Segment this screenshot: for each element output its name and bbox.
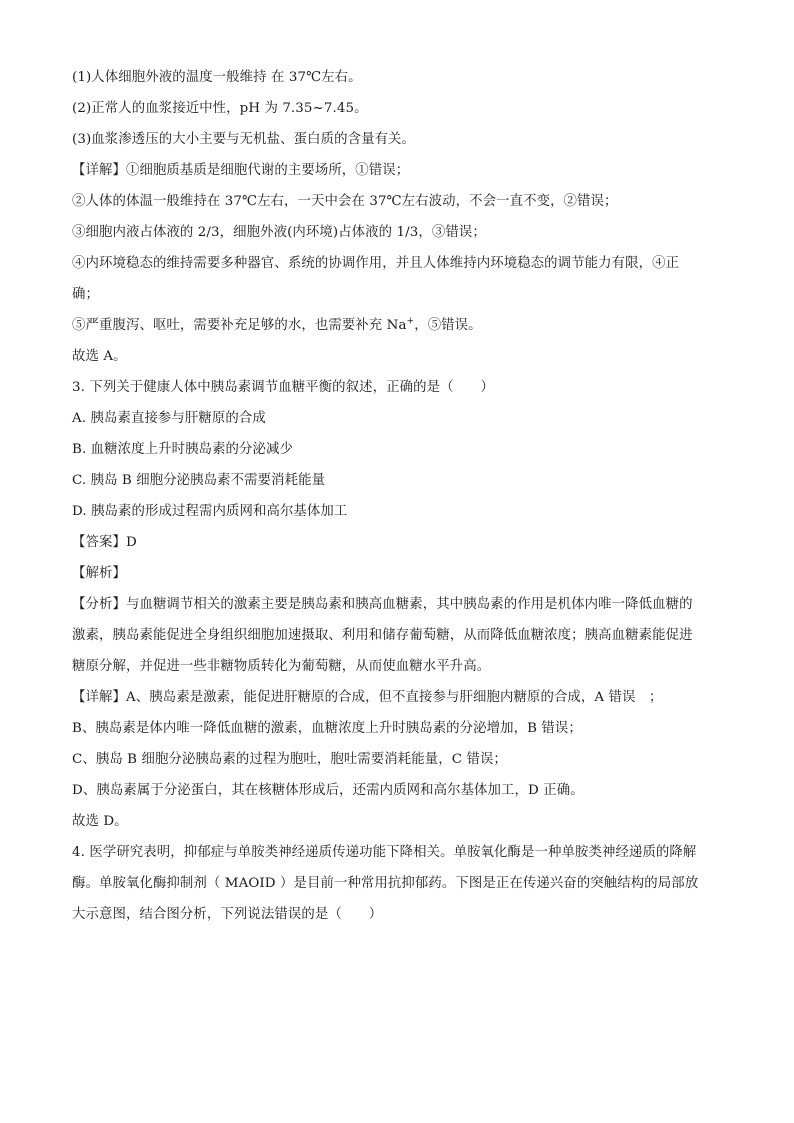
detail-line-c: C、胰岛 B 细胞分泌胰岛素的过程为胞吐，胞吐需要消耗能量，C 错误；: [72, 752, 507, 767]
detail-line-d: D、胰岛素属于分泌蛋白，其在核糖体形成后，还需内质网和高尔基体加工，D 正确。: [72, 783, 584, 798]
text-line-9: [72, 310, 732, 341]
answer-line: 【答案】D: [72, 535, 137, 550]
text-line-1: (1)人体细胞外液的温度一般维持 在 37℃左右。: [72, 70, 362, 85]
na-text: ⑤严重腹泻、呕吐，需要补充足够的水，也需要补充 Na: [72, 318, 407, 333]
analysis-heading: 【解析】: [72, 566, 126, 581]
question-4-line-2: 酶。单胺氧化酶抑制剂（ MAOID ）是目前一种常用抗抑郁药。下图是正在传递兴奋的突触结构的局部放: [72, 876, 699, 891]
document-page: [72, 62, 732, 930]
question-3-option-a: A. 胰岛素直接参与肝糖原的合成: [72, 411, 266, 426]
question-3-option-b: B. 血糖浓度上升时胰岛素的分泌减少: [72, 442, 294, 457]
question-3-stem: 3. 下列关于健康人体中胰岛素调节血糖平衡的叙述，正确的是（ ）: [72, 380, 495, 395]
detail-heading-line: 【详解】①细胞质基质是细胞代谢的主要场所，①错误；: [72, 163, 410, 178]
question-3-option-c: C. 胰岛 B 细胞分泌胰岛素不需要消耗能量: [72, 473, 326, 488]
question-4-line-3: 大示意图，结合图分析，下列说法错误的是（ ）: [72, 907, 383, 922]
detail-line-a: 【详解】A、胰岛素是激素，能促进肝糖原的合成，但不直接参与肝细胞内糖原的合成，A 错误 ；: [72, 690, 663, 705]
text-line-3: (3)血浆渗透压的大小主要与无机盐、蛋白质的含量有关。: [72, 132, 416, 147]
text-line-6: ③细胞内液占体液的 2/3，细胞外液(内环境)占体液的 1/3，③错误；: [72, 225, 486, 240]
text-line-2: (2)正常人的血浆接近中性，pH 为 7.35~7.45。: [72, 101, 368, 116]
analysis-line-3: 糖原分解，并促进一些非糖物质转化为葡萄糖，从而使血糖水平升高。: [72, 659, 491, 674]
question-4-line-1: 4. 医学研究表明，抑郁症与单胺类神经递质传递功能下降相关。单胺氧化酶是一种单胺类神经递质的降解: [72, 845, 697, 860]
analysis-line-2: 激素，胰岛素能促进全身组织细胞加速摄取、利用和储存葡萄糖，从而降低血糖浓度；胰高血糖素能促进: [72, 628, 693, 643]
text-line-5: ②人体的体温一般维持在 37℃左右，一天中会在 37℃左右波动，不会一直不变，②错误；: [72, 194, 618, 209]
analysis-line-1: 【分析】与血糖调节相关的激素主要是胰岛素和胰高血糖素，其中胰岛素的作用是机体内唯一降低血糖的: [72, 597, 693, 612]
text-line-8: 确；: [72, 287, 99, 302]
text-line-7: ④内环境稳态的维持需要多种器官、系统的协调作用，并且人体维持内环境稳态的调节能力有限，④正: [72, 256, 680, 271]
na-suffix: ，⑤错误。: [414, 318, 482, 333]
na-superscript: +: [406, 316, 415, 327]
detail-line-b: B、胰岛素是体内唯一降低血糖的激素，血糖浓度上升时胰岛素的分泌增加，B 错误；: [72, 721, 582, 736]
answer-choice-line-2: 故选 D。: [72, 814, 128, 829]
question-3-option-d: D. 胰岛素的形成过程需内质网和高尔基体加工: [72, 504, 348, 519]
answer-choice-line: 故选 A。: [72, 349, 127, 364]
